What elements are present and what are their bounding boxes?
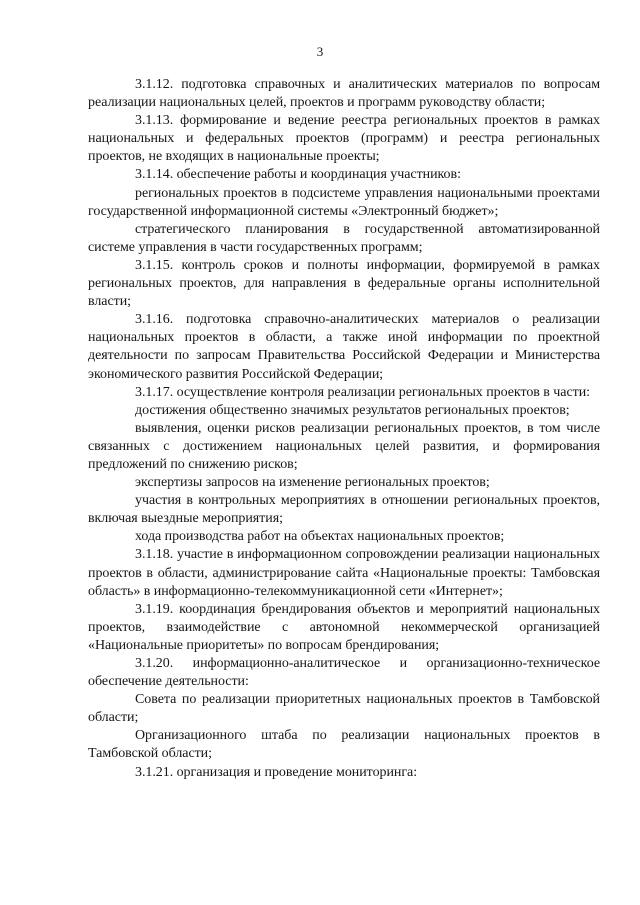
paragraph-3-1-21: 3.1.21. организация и проведение мониторинга: xyxy=(135,764,418,780)
paragraph-3-1-12: 3.1.12. подготовка справочных и аналитических материалов по вопросам реализации национальных целей, проектов и программ руководству области; xyxy=(88,77,600,111)
paragraph-3-1-17: 3.1.17. осуществление контроля реализации региональных проектов в части: xyxy=(135,384,590,400)
paragraph-risks: выявления, оценки рисков реализации региональных проектов, в том числе связанных с достижением национальных целей развития, и формирования предложений по снижению рисков; xyxy=(88,420,600,472)
paragraph-achievement: достижения общественно значимых результатов региональных проектов; xyxy=(135,402,570,418)
paragraph-electronic-budget: региональных проектов в подсистеме управления национальными проектами государственной информационной системы «Электронный бюджет»; xyxy=(88,185,600,219)
paragraph-3-1-13: 3.1.13. формирование и ведение реестра региональных проектов в рамках национальных и федеральных проектов (программ) и реестра региональных проектов, не входящих в национальные проекты; xyxy=(88,113,600,165)
page-number: 3 xyxy=(316,44,324,59)
paragraph-3-1-16: 3.1.16. подготовка справочно-аналитических материалов о реализации национальных проектов в области, а также иной информации по проектной деятельности по запросам Правительства Российской Федерации и Министерства экономического развития Российской Федерации; xyxy=(88,312,600,382)
paragraph-3-1-15: 3.1.15. контроль сроков и полноты информации, формируемой в рамках региональных проектов, для направления в федеральные органы исполнительной власти; xyxy=(88,257,600,310)
paragraph-expertise: экспертизы запросов на изменение региональных проектов; xyxy=(135,475,490,491)
paragraph-works-progress: хода производства работ на объектах национальных проектов; xyxy=(135,529,505,545)
paragraph-strategic-planning: стратегического планирования в государственной автоматизированной системе управления в части государственных программ; xyxy=(88,221,600,255)
paragraph-3-1-20: 3.1.20. информационно-аналитическое и организационно-техническое обеспечение деятельности: xyxy=(88,656,600,690)
document-body xyxy=(88,76,600,782)
paragraph-council: Совета по реализации приоритетных национальных проектов в Тамбовской области; xyxy=(88,692,600,726)
paragraph-3-1-14: 3.1.14. обеспечение работы и координация участников: xyxy=(135,167,461,183)
paragraph-control-events: участия в контрольных мероприятиях в отношении региональных проектов, включая выездные мероприятия; xyxy=(88,493,600,527)
paragraph-3-1-19: 3.1.19. координация брендирования объектов и мероприятий национальных проектов, взаимодействие с автономной некоммерческой организацией «Национальные приоритеты» по вопросам брендирования; xyxy=(88,601,600,653)
paragraph-3-1-18: 3.1.18. участие в информационном сопровождении реализации национальных проектов в области, администрирование сайта «Национальные проекты: Тамбовская область» в информационно-телекоммуникационной сети «Интернет»; xyxy=(88,547,600,599)
paragraph-headquarters: Организационного штаба по реализации национальных проектов в Тамбовской области; xyxy=(88,728,600,762)
